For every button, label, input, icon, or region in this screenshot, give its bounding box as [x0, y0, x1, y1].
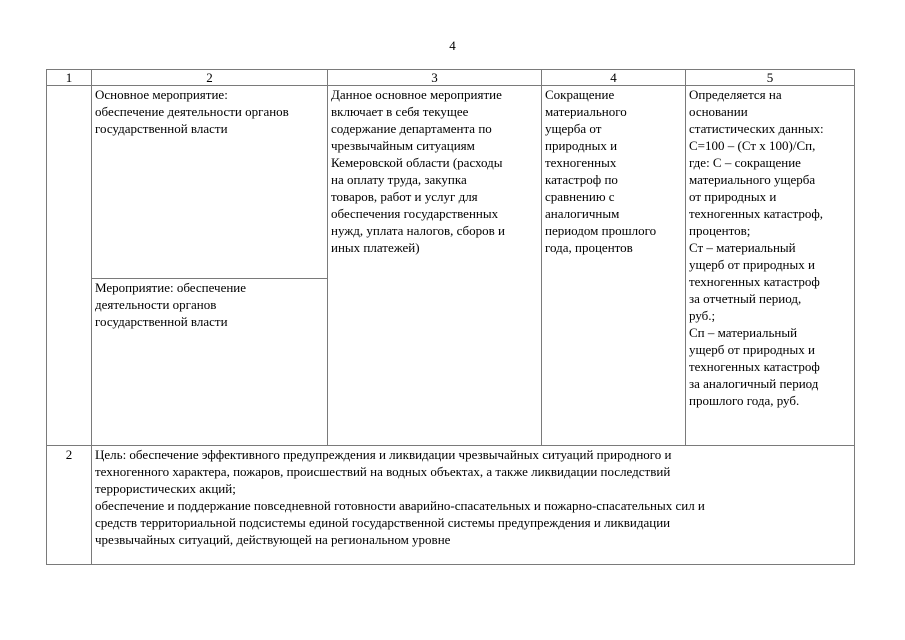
description-line: на оплату труда, закупка [331, 172, 467, 187]
sub-activity-cell [92, 279, 328, 446]
header-cell-1: 1 [47, 70, 92, 86]
method-line: от природных и [689, 189, 777, 204]
table-header-row [47, 70, 855, 86]
description-line: иных платежей) [331, 240, 420, 255]
description-line: чрезвычайным ситуациям [331, 138, 475, 153]
method-line: С=100 – (Ст x 100)/Сп, [689, 138, 816, 153]
indicator-line: периодом прошлого [545, 223, 657, 238]
table-row [47, 446, 855, 565]
goal-line: средств территориальной подсистемы единой государственной системы предупреждения и ликвидации [95, 515, 671, 530]
method-line: прошлого года, руб. [689, 393, 800, 408]
goal-line: обеспечение и поддержание повседневной готовности аварийно-спасательных и пожарно-спасательных сил и [95, 498, 705, 513]
indicator-table [46, 69, 855, 565]
activity-description-cell [328, 86, 542, 446]
indicator-line: материального [545, 104, 627, 119]
header-cell-2: 2 [92, 70, 328, 86]
method-line: основании [689, 104, 748, 119]
indicator-line: аналогичным [545, 206, 620, 221]
method-line: статистических данных: [689, 121, 824, 136]
goal-line: чрезвычайных ситуаций, действующей на региональном уровне [95, 532, 451, 547]
main-activity-line: государственной власти [95, 121, 228, 136]
description-line: включает в себя текущее [331, 104, 469, 119]
main-activity-cell [92, 86, 328, 279]
indicator-line: Сокращение [545, 87, 615, 102]
description-line: нужд, уплата налогов, сборов и [331, 223, 505, 238]
calculation-method-cell [686, 86, 855, 446]
header-cell-4: 4 [542, 70, 686, 86]
main-activity-line: обеспечение деятельности органов [95, 104, 289, 119]
sub-activity-line: государственной власти [95, 314, 228, 329]
row1-number-cell [47, 86, 92, 446]
description-line: содержание департамента по [331, 121, 492, 136]
goal-line: Цель: обеспечение эффективного предупреждения и ликвидации чрезвычайных ситуаций природного и [95, 447, 672, 462]
table-row [47, 86, 855, 279]
indicator-line: природных и [545, 138, 618, 153]
goal-line: техногенного характера, пожаров, происшествий на водных объектах, а также ликвидации последствий [95, 464, 671, 479]
indicator-line: ущерба от [545, 121, 602, 136]
description-line: обеспечения государственных [331, 206, 499, 221]
indicator-name-cell [542, 86, 686, 446]
method-line: техногенных катастроф, [689, 206, 824, 221]
main-activity-line: Основное мероприятие: [95, 87, 228, 102]
method-line: Сп – материальный [689, 325, 798, 340]
goal-line: террористических акций; [95, 481, 236, 496]
method-line: где: С – сокращение [689, 155, 801, 170]
method-line: процентов; [689, 223, 751, 238]
method-line: руб.; [689, 308, 716, 323]
header-cell-3: 3 [328, 70, 542, 86]
row2-number-cell: 2 [47, 446, 92, 565]
indicator-line: года, процентов [545, 240, 633, 255]
method-line: за отчетный период, [689, 291, 802, 306]
header-cell-5: 5 [686, 70, 855, 86]
description-line: Данное основное мероприятие [331, 87, 502, 102]
indicator-line: катастроф по [545, 172, 618, 187]
page-number: 4 [449, 38, 456, 53]
method-line: ущерб от природных и [689, 257, 815, 272]
method-line: материального ущерба [689, 172, 816, 187]
method-line: за аналогичный период [689, 376, 819, 391]
sub-activity-line: Мероприятие: обеспечение [95, 280, 247, 295]
indicator-line: техногенных [545, 155, 617, 170]
description-line: товаров, работ и услуг для [331, 189, 478, 204]
method-line: ущерб от природных и [689, 342, 815, 357]
description-line: Кемеровской области (расходы [331, 155, 503, 170]
method-line: техногенных катастроф [689, 359, 820, 374]
method-line: Определяется на [689, 87, 782, 102]
method-line: техногенных катастроф [689, 274, 820, 289]
sub-activity-line: деятельности органов [95, 297, 217, 312]
method-line: Ст – материальный [689, 240, 796, 255]
indicator-line: сравнению с [545, 189, 615, 204]
goal-cell [92, 446, 855, 565]
